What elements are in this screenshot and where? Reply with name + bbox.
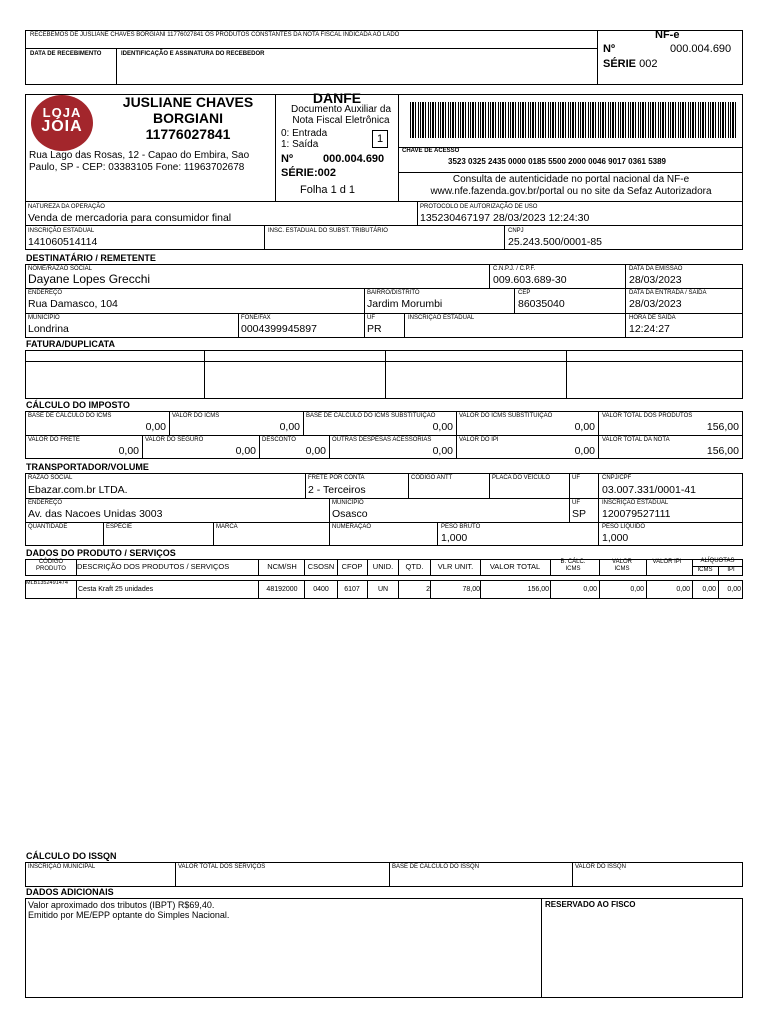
valor-icms-label: VALOR DO ICMS	[172, 413, 220, 419]
dest-cep: 86035040	[518, 298, 565, 310]
th-qtd: QTD.	[405, 562, 424, 571]
dest-bairro: Jardim Morumbi	[367, 298, 443, 310]
desconto-label: DESCONTO	[262, 437, 296, 443]
total-nota-value: 156,00	[706, 445, 739, 457]
transp-marca-label: MARCA	[216, 524, 238, 530]
danfe-folha: Folha 1 d 1	[300, 184, 356, 196]
dest-cep-label: CEP	[518, 290, 531, 296]
dest-endereco: Rua Damasco, 104	[28, 298, 118, 310]
transp-peso-bruto: 1,000	[441, 532, 468, 544]
th-valor-icms: VALOR ICMS	[612, 559, 632, 572]
transp-endereco: Av. das Nacoes Unidas 3003	[28, 508, 163, 520]
natureza-label: NATUREZA DA OPERAÇÃO	[28, 204, 105, 210]
danfe-subtitle-line1: Documento Auxiliar da	[290, 104, 392, 115]
danfe-numero-label: Nº	[281, 153, 293, 165]
total-nota-label: VALOR TOTAL DA NOTA	[602, 437, 670, 443]
th-aliquotas: ALÍQUOTAS	[700, 558, 735, 564]
transp-numeracao-label: NUMERAÇÃO	[332, 524, 372, 530]
issqn-total-label: VALOR TOTAL DOS SERVIÇOS	[178, 864, 266, 870]
fisco-label: RESERVADO AO FISCO	[545, 900, 636, 909]
total-produtos-label: VALOR TOTAL DOS PRODUTOS	[602, 413, 693, 419]
th-csosn: CSOSN	[307, 562, 335, 571]
emitente-name	[103, 94, 273, 142]
item-valor-ipi: 0,00	[676, 586, 690, 593]
adicionais-line1: Valor aproximado dos tributos (IBPT) R$69,40.	[28, 900, 215, 910]
danfe-title: DANFE	[312, 90, 362, 106]
danfe-tipo-box: 1	[372, 130, 388, 148]
logo-line2: JÓIA	[41, 118, 83, 135]
chave-consulta	[399, 174, 743, 198]
dest-emissao-label: DATA DA EMISSÃO	[629, 266, 683, 272]
transp-peso-liquido-label: PESO LÍQUIDO	[602, 524, 646, 530]
emitente-name-line1: JUSLIANE CHAVES	[122, 94, 254, 110]
dest-fone-label: FONE/FAX	[241, 315, 271, 321]
dest-bairro-label: BAIRRO/DISTRITO	[367, 290, 420, 296]
dest-ie-label: INSCRIÇÃO ESTADUAL	[408, 315, 475, 321]
transp-peso-bruto-label: PESO BRUTO	[441, 524, 481, 530]
barcode	[410, 102, 736, 138]
canhoto-serie-value: 002	[639, 58, 658, 70]
item-vlr-total: 156,00	[527, 586, 549, 593]
item-valor-icms: 0,00	[630, 586, 644, 593]
item-qtd: 2	[426, 586, 430, 593]
transp-cnpj-label: CNPJ/CPF	[602, 475, 632, 481]
dest-nome: Dayane Lopes Grecchi	[28, 272, 151, 286]
icms-st-value: 0,00	[574, 421, 595, 433]
chave-consulta-line1: Consulta de autenticidade no portal nacional da NF-e	[452, 174, 690, 185]
dest-cpf: 009.603.689-30	[493, 274, 567, 286]
canhoto-serie	[603, 58, 657, 70]
canhoto-text: RECEBEMOS DE JUSLIANE CHAVES BORGIANI 11776027841 OS PRODUTOS CONSTANTES DA NOTA FISCAL INDICADA AO LADO	[30, 32, 400, 38]
adicionais-line2: Emitido por ME/EPP optante do Simples Nacional.	[28, 910, 230, 920]
frete-value: 0,00	[118, 445, 139, 457]
dest-uf: PR	[367, 323, 382, 335]
danfe-numero: 000.004.690	[323, 153, 385, 165]
danfe-subtitle	[280, 104, 402, 126]
emitente-name-line3: 11776027841	[145, 126, 231, 142]
transp-peso-liquido: 1,000	[602, 532, 629, 544]
dest-entrada: 28/03/2023	[629, 298, 682, 310]
produtos-section: DADOS DO PRODUTO / SERVIÇOS	[26, 548, 176, 558]
protocolo-value: 135230467197 28/03/2023 12:24:30	[420, 212, 590, 224]
natureza-value: Venda de mercadoria para consumidor final	[28, 212, 232, 224]
outras-value: 0,00	[432, 445, 453, 457]
issqn-valor-label: VALOR DO ISSQN	[575, 864, 626, 870]
transp-quantidade-label: QUANTIDADE	[28, 524, 68, 530]
emitente-name-line2: BORGIANI	[153, 110, 223, 126]
chave-label: CHAVE DE ACESSO	[402, 148, 460, 154]
logo-line1: LOJA	[42, 105, 82, 120]
danfe-saida: 1: Saída	[281, 139, 319, 150]
transp-especie-label: ESPÉCIE	[106, 524, 133, 530]
outras-label: OUTRAS DESPESAS ACESSÓRIAS	[332, 437, 432, 443]
logo	[31, 95, 93, 151]
ipi-value: 0,00	[574, 445, 595, 457]
canhoto-numero-label: Nº	[603, 43, 615, 55]
dest-municipio-label: MUNICÍPIO	[28, 315, 60, 321]
total-produtos-value: 156,00	[706, 421, 739, 433]
dest-hora-label: HORA DE SAÍDA	[629, 315, 676, 321]
seguro-label: VALOR DO SEGURO	[145, 437, 204, 443]
bc-icms-value: 0,00	[145, 421, 166, 433]
item-bc-icms: 0,00	[583, 586, 597, 593]
transp-municipio-label: MUNICÍPIO	[332, 500, 364, 506]
emitente-address: Rua Lago das Rosas, 12 - Capao do Embira, Sao Paulo, SP - CEP: 03383105 Fone: 11963702678	[29, 150, 250, 173]
transp-frete: 2 - Terceiros	[308, 484, 366, 496]
chave-value: 3523 0325 2435 0000 0185 5500 2000 0046 9017 0361 5389	[448, 157, 666, 166]
th-aliq-ipi: IPI	[727, 567, 735, 573]
protocolo-label: PROTOCOLO DE AUTORIZAÇÃO DE USO	[420, 204, 538, 210]
ipi-label: VALOR DO IPI	[459, 437, 499, 443]
dest-hora: 12:24:27	[629, 323, 670, 335]
valor-icms-value: 0,00	[279, 421, 300, 433]
th-aliq-icms: ICMS	[697, 567, 713, 573]
transp-uf2-label: UF	[572, 500, 580, 506]
danfe-serie: SÉRIE:002	[281, 167, 337, 179]
item-ncm: 48192000	[266, 586, 298, 593]
fatura-block	[25, 350, 743, 399]
adicionais-section: DADOS ADICIONAIS	[26, 887, 114, 897]
danfe-entrada: 0: Entrada	[281, 128, 328, 139]
dest-cpf-label: C.N.P.J. / C.P.F.	[493, 266, 536, 272]
dest-nome-label: NOME/RAZÃO SOCIAL	[28, 266, 93, 272]
item-aliq-ipi: 0,00	[727, 586, 741, 593]
transp-razao: Ebazar.com.br LTDA.	[28, 484, 128, 496]
dest-endereco-label: ENDEREÇO	[28, 290, 63, 296]
ie-st-label: INSC. ESTADUAL DO SUBST. TRIBUTÁRIO	[268, 228, 388, 234]
dest-entrada-label: DATA DA ENTRADA / SAÍDA	[629, 290, 707, 296]
transp-frete-label: FRETE POR CONTA	[308, 475, 365, 481]
emitente-cnpj-label: CNPJ	[508, 228, 524, 234]
th-bc-icms: B. CÁLC. ICMS	[560, 559, 586, 572]
transp-cnpj: 03.007.331/0001-41	[602, 484, 697, 496]
canhoto-serie-label: SÉRIE	[603, 58, 637, 70]
frete-label: VALOR DO FRETE	[28, 437, 80, 443]
data-recebimento-label: DATA DE RECEBIMENTO	[30, 51, 102, 57]
transp-ie-label: INSCRIÇÃO ESTADUAL	[602, 500, 669, 506]
issqn-base-label: BASE DE CÁLCULO DO ISSQN	[392, 864, 480, 870]
assinatura-label: IDENTIFICAÇÃO E ASSINATURA DO RECEBEDOR	[121, 51, 265, 57]
item-cfop: 6107	[344, 586, 360, 593]
dest-uf-label: UF	[367, 315, 375, 321]
issqn-inscricao-label: INSCRIÇÃO MUNICIPAL	[28, 864, 96, 870]
canhoto-numero: 000.004.690	[670, 43, 732, 55]
canhoto-nfe-title: NF-e	[655, 29, 680, 41]
icms-st-label: VALOR DO ICMS SUBSTITUIÇÃO	[459, 413, 553, 419]
transp-uf-label: UF	[572, 475, 580, 481]
th-vlr-total: VALOR TOTAL	[489, 562, 541, 571]
th-vlr-unit: VLR UNIT.	[437, 562, 474, 571]
th-unid: UNID.	[372, 562, 394, 571]
destinatario-section: DESTINATÁRIO / REMETENTE	[26, 253, 156, 263]
fatura-section: FATURA/DUPLICATA	[26, 339, 115, 349]
dest-fone: 0004399945897	[241, 323, 317, 335]
item-descricao: Cesta Kraft 25 unidades	[78, 586, 154, 593]
transp-razao-label: RAZÃO SOCIAL	[28, 475, 73, 481]
transp-endereco-label: ENDEREÇO	[28, 500, 63, 506]
th-cfop: CFOP	[341, 562, 363, 571]
imposto-section: CÁLCULO DO IMPOSTO	[26, 400, 130, 410]
desconto-value: 0,00	[305, 445, 326, 457]
item-aliq-icms: 0,00	[702, 586, 716, 593]
dest-emissao: 28/03/2023	[629, 274, 682, 286]
transp-ie: 120079527111	[602, 508, 671, 520]
dest-municipio: Londrina	[28, 323, 69, 335]
item-csosn: 0400	[313, 586, 329, 593]
issqn-section: CÁLCULO DO ISSQN	[26, 851, 117, 861]
th-descricao: DESCRIÇÃO DOS PRODUTOS / SERVIÇOS	[77, 562, 230, 571]
transp-antt-label: CÓDIGO ANTT	[411, 475, 453, 481]
transp-placa-label: PLACA DO VEÍCULO	[492, 475, 551, 481]
item-codigo: MLB1352491474	[26, 580, 68, 586]
issqn-block	[25, 862, 743, 887]
emitente-cnpj-value: 25.243.500/0001-85	[508, 236, 603, 248]
th-valor-ipi: VALOR IPI	[652, 559, 682, 565]
ie-value: 141060514114	[28, 236, 98, 248]
bc-icms-st-label: BASE DE CÁLCULO DO ICMS SUBSTITUIÇÃO	[306, 413, 436, 419]
th-codigo: CÓDIGO PRODUTO	[36, 559, 66, 572]
ie-label: INSCRIÇÃO ESTADUAL	[28, 228, 95, 234]
transp-uf2: SP	[572, 508, 587, 520]
chave-consulta-line2: www.nfe.fazenda.gov.br/portal ou no site da Sefaz Autorizadora	[430, 186, 712, 197]
item-vlr-unit: 78,00	[462, 586, 480, 593]
transportador-section: TRANSPORTADOR/VOLUME	[26, 462, 149, 472]
th-ncm: NCM/SH	[267, 562, 297, 571]
seguro-value: 0,00	[235, 445, 256, 457]
bc-icms-label: BASE DE CÁLCULO DO ICMS	[28, 413, 112, 419]
danfe-subtitle-line2: Nota Fiscal Eletrônica	[292, 115, 390, 126]
item-unid: UN	[377, 586, 389, 593]
transp-municipio: Osasco	[332, 508, 368, 520]
bc-icms-st-value: 0,00	[432, 421, 453, 433]
